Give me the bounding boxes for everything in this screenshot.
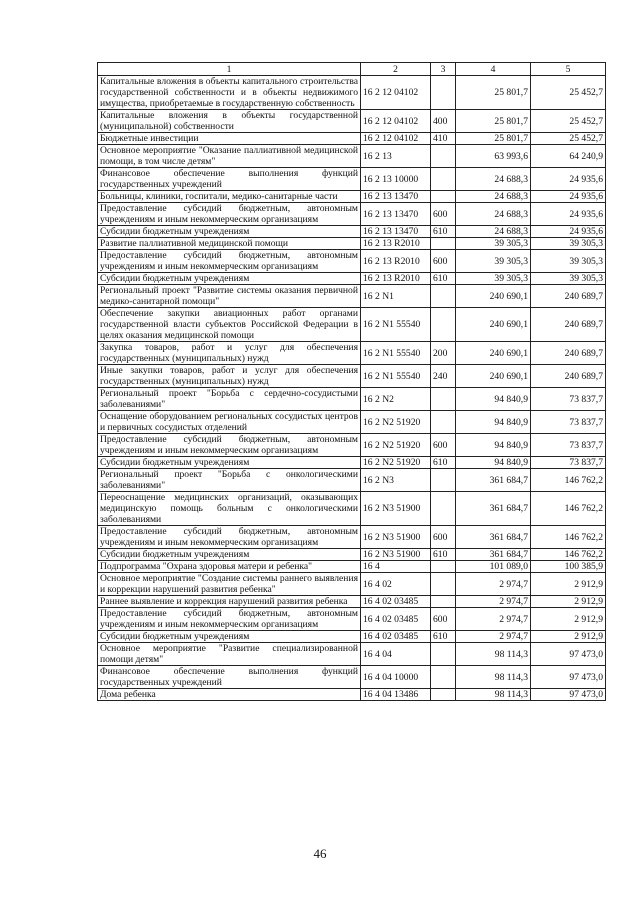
row-expense-type-cell: 240 — [431, 365, 456, 388]
row-name-cell: Основное мероприятие "Развитие специализированной помощи детям" — [98, 643, 361, 666]
table-row — [98, 549, 606, 561]
row-code-cell: 16 4 02 — [361, 573, 431, 596]
row-expense-type-cell — [431, 168, 456, 191]
table-row — [98, 434, 606, 457]
table-row — [98, 643, 606, 666]
row-value-2-cell: 64 240,9 — [531, 145, 606, 168]
row-name-cell: Больницы, клиники, госпитали, медико-санитарные части — [98, 191, 361, 203]
table-row — [98, 365, 606, 388]
row-code-cell: 16 2 13 10000 — [361, 168, 431, 191]
row-value-1-cell: 25 801,7 — [456, 76, 531, 110]
table-row — [98, 342, 606, 365]
row-name-cell: Капитальные вложения в объекты государственной (муниципальной) собственности — [98, 110, 361, 133]
table-row — [98, 250, 606, 273]
row-name-cell: Финансовое обеспечение выполнения функций государственных учреждений — [98, 666, 361, 689]
row-value-1-cell: 24 688,3 — [456, 168, 531, 191]
row-name-cell: Оснащение оборудованием региональных сосудистых центров и первичных сосудистых отделений — [98, 411, 361, 434]
row-expense-type-cell — [431, 238, 456, 250]
row-name-cell: Субсидии бюджетным учреждениям — [98, 273, 361, 285]
row-value-2-cell: 73 837,7 — [531, 457, 606, 469]
row-code-cell: 16 2 N2 51920 — [361, 434, 431, 457]
row-code-cell: 16 2 13 R2010 — [361, 250, 431, 273]
row-value-2-cell: 97 473,0 — [531, 666, 606, 689]
row-value-2-cell: 25 452,7 — [531, 110, 606, 133]
row-name-cell: Региональный проект "Борьба с онкологическими заболеваниями" — [98, 469, 361, 492]
row-value-1-cell: 25 801,7 — [456, 110, 531, 133]
row-code-cell: 16 4 04 — [361, 643, 431, 666]
table-row — [98, 561, 606, 573]
row-value-2-cell: 2 912,9 — [531, 608, 606, 631]
row-value-2-cell: 100 385,9 — [531, 561, 606, 573]
row-value-2-cell: 97 473,0 — [531, 689, 606, 701]
row-value-1-cell: 39 305,3 — [456, 238, 531, 250]
row-name-cell: Субсидии бюджетным учреждениям — [98, 457, 361, 469]
table-row — [98, 191, 606, 203]
row-expense-type-cell: 610 — [431, 549, 456, 561]
row-code-cell: 16 2 13 — [361, 145, 431, 168]
row-code-cell: 16 2 N2 51920 — [361, 457, 431, 469]
row-name-cell: Развитие паллиативной медицинской помощи — [98, 238, 361, 250]
row-value-2-cell: 240 689,7 — [531, 308, 606, 342]
table-row — [98, 596, 606, 608]
row-value-2-cell: 97 473,0 — [531, 643, 606, 666]
row-name-cell: Региональный проект "Развитие системы оказания первичной медико-санитарной помощи" — [98, 285, 361, 308]
row-value-1-cell: 25 801,7 — [456, 133, 531, 145]
column-header: 2 — [361, 63, 431, 76]
row-value-1-cell: 94 840,9 — [456, 388, 531, 411]
row-value-1-cell: 240 690,1 — [456, 365, 531, 388]
row-expense-type-cell: 610 — [431, 226, 456, 238]
row-expense-type-cell: 400 — [431, 110, 456, 133]
row-name-cell: Предоставление субсидий бюджетным, автономным учреждениям и иным некоммерческим организациям — [98, 608, 361, 631]
row-expense-type-cell: 610 — [431, 631, 456, 643]
table-row — [98, 388, 606, 411]
row-expense-type-cell — [431, 76, 456, 110]
table-row — [98, 492, 606, 526]
table-row — [98, 203, 606, 226]
row-code-cell: 16 4 — [361, 561, 431, 573]
row-value-1-cell: 2 974,7 — [456, 608, 531, 631]
row-code-cell: 16 2 12 04102 — [361, 133, 431, 145]
row-code-cell: 16 2 12 04102 — [361, 76, 431, 110]
column-header: 4 — [456, 63, 531, 76]
row-name-cell: Предоставление субсидий бюджетным, автономным учреждениям и иным некоммерческим организациям — [98, 434, 361, 457]
row-value-2-cell: 146 762,2 — [531, 526, 606, 549]
row-code-cell: 16 2 N1 55540 — [361, 308, 431, 342]
row-code-cell: 16 2 N3 — [361, 469, 431, 492]
row-value-1-cell: 361 684,7 — [456, 526, 531, 549]
row-code-cell: 16 2 N2 51920 — [361, 411, 431, 434]
row-expense-type-cell — [431, 561, 456, 573]
row-value-1-cell: 2 974,7 — [456, 573, 531, 596]
row-expense-type-cell — [431, 689, 456, 701]
row-code-cell: 16 4 02 03485 — [361, 596, 431, 608]
row-expense-type-cell: 610 — [431, 457, 456, 469]
row-name-cell: Предоставление субсидий бюджетным, автономным учреждениям и иным некоммерческим организациям — [98, 203, 361, 226]
row-value-1-cell: 98 114,3 — [456, 643, 531, 666]
row-value-1-cell: 63 993,6 — [456, 145, 531, 168]
table-row — [98, 168, 606, 191]
row-value-2-cell: 25 452,7 — [531, 133, 606, 145]
row-value-1-cell: 240 690,1 — [456, 285, 531, 308]
row-name-cell: Бюджетные инвестиции — [98, 133, 361, 145]
row-value-2-cell: 39 305,3 — [531, 238, 606, 250]
table-row — [98, 238, 606, 250]
row-expense-type-cell — [431, 492, 456, 526]
row-name-cell: Региональный проект "Борьба с сердечно-сосудистыми заболеваниями" — [98, 388, 361, 411]
row-expense-type-cell: 200 — [431, 342, 456, 365]
row-value-1-cell: 361 684,7 — [456, 469, 531, 492]
table-row — [98, 608, 606, 631]
row-expense-type-cell: 600 — [431, 250, 456, 273]
table-row — [98, 133, 606, 145]
row-value-2-cell: 39 305,3 — [531, 273, 606, 285]
row-value-2-cell: 240 689,7 — [531, 365, 606, 388]
row-name-cell: Обеспечение закупки авиационных работ органами государственной власти субъектов Российской Федерации в целях оказания медицинской помощи — [98, 308, 361, 342]
row-value-1-cell: 101 089,0 — [456, 561, 531, 573]
row-code-cell: 16 2 13 R2010 — [361, 238, 431, 250]
row-expense-type-cell — [431, 285, 456, 308]
table-row — [98, 308, 606, 342]
row-expense-type-cell: 600 — [431, 526, 456, 549]
table-row — [98, 573, 606, 596]
table-row — [98, 285, 606, 308]
row-value-2-cell: 2 912,9 — [531, 596, 606, 608]
row-value-2-cell: 39 305,3 — [531, 250, 606, 273]
row-value-2-cell: 146 762,2 — [531, 469, 606, 492]
row-value-1-cell: 240 690,1 — [456, 342, 531, 365]
row-name-cell: Иные закупки товаров, работ и услуг для обеспечения государственных (муниципальных) нужд — [98, 365, 361, 388]
row-code-cell: 16 2 12 04102 — [361, 110, 431, 133]
row-expense-type-cell — [431, 643, 456, 666]
row-code-cell: 16 4 04 10000 — [361, 666, 431, 689]
row-value-2-cell: 25 452,7 — [531, 76, 606, 110]
row-name-cell: Финансовое обеспечение выполнения функций государственных учреждений — [98, 168, 361, 191]
row-value-1-cell: 2 974,7 — [456, 596, 531, 608]
row-name-cell: Раннее выявление и коррекция нарушений развития ребенка — [98, 596, 361, 608]
row-name-cell: Субсидии бюджетным учреждениям — [98, 226, 361, 238]
row-value-1-cell: 39 305,3 — [456, 273, 531, 285]
row-value-2-cell: 2 912,9 — [531, 631, 606, 643]
row-expense-type-cell — [431, 388, 456, 411]
table-row — [98, 145, 606, 168]
table-row — [98, 226, 606, 238]
row-expense-type-cell: 610 — [431, 273, 456, 285]
row-name-cell: Субсидии бюджетным учреждениям — [98, 549, 361, 561]
row-code-cell: 16 2 13 13470 — [361, 203, 431, 226]
row-code-cell: 16 2 N2 — [361, 388, 431, 411]
row-code-cell: 16 2 N3 51900 — [361, 526, 431, 549]
table-row — [98, 411, 606, 434]
row-value-1-cell: 94 840,9 — [456, 457, 531, 469]
row-expense-type-cell: 410 — [431, 133, 456, 145]
table-header-row — [98, 63, 606, 76]
row-name-cell: Основное мероприятие "Создание системы раннего выявления и коррекции нарушений развития ребенка" — [98, 573, 361, 596]
row-value-2-cell: 24 935,6 — [531, 191, 606, 203]
budget-table — [97, 62, 606, 701]
row-name-cell: Дома ребенка — [98, 689, 361, 701]
table-row — [98, 689, 606, 701]
row-name-cell: Подпрограмма "Охрана здоровья матери и ребенка" — [98, 561, 361, 573]
table-row — [98, 631, 606, 643]
row-code-cell: 16 4 04 13486 — [361, 689, 431, 701]
column-header: 5 — [531, 63, 606, 76]
row-name-cell: Капитальные вложения в объекты капитального строительства государственной собственности и в объекты недвижимого имущества, приобретаемые в государственную собственность — [98, 76, 361, 110]
row-value-1-cell: 240 690,1 — [456, 308, 531, 342]
row-value-1-cell: 361 684,7 — [456, 549, 531, 561]
row-value-1-cell: 98 114,3 — [456, 689, 531, 701]
row-value-1-cell: 24 688,3 — [456, 191, 531, 203]
row-code-cell: 16 2 N3 51900 — [361, 549, 431, 561]
row-code-cell: 16 2 13 R2010 — [361, 273, 431, 285]
row-expense-type-cell — [431, 191, 456, 203]
row-value-2-cell: 73 837,7 — [531, 388, 606, 411]
row-name-cell: Переоснащение медицинских организаций, оказывающих медицинскую помощь больным с онкологическими заболеваниями — [98, 492, 361, 526]
row-value-1-cell: 98 114,3 — [456, 666, 531, 689]
table-body — [98, 76, 606, 701]
row-expense-type-cell — [431, 573, 456, 596]
row-value-1-cell: 24 688,3 — [456, 203, 531, 226]
row-expense-type-cell: 600 — [431, 434, 456, 457]
row-value-1-cell: 94 840,9 — [456, 411, 531, 434]
row-expense-type-cell — [431, 308, 456, 342]
row-expense-type-cell: 600 — [431, 203, 456, 226]
row-value-1-cell: 24 688,3 — [456, 226, 531, 238]
row-code-cell: 16 2 13 13470 — [361, 226, 431, 238]
row-name-cell: Основное мероприятие "Оказание паллиативной медицинской помощи, в том числе детям" — [98, 145, 361, 168]
row-name-cell: Закупка товаров, работ и услуг для обеспечения государственных (муниципальных) нужд — [98, 342, 361, 365]
table-row — [98, 469, 606, 492]
row-value-2-cell: 146 762,2 — [531, 492, 606, 526]
row-expense-type-cell — [431, 469, 456, 492]
row-code-cell: 16 2 N1 55540 — [361, 342, 431, 365]
row-value-2-cell: 240 689,7 — [531, 342, 606, 365]
row-value-2-cell: 24 935,6 — [531, 203, 606, 226]
row-value-2-cell: 24 935,6 — [531, 226, 606, 238]
row-expense-type-cell: 600 — [431, 608, 456, 631]
row-expense-type-cell — [431, 145, 456, 168]
table-row — [98, 457, 606, 469]
table-row — [98, 110, 606, 133]
row-code-cell: 16 2 13 13470 — [361, 191, 431, 203]
row-value-2-cell: 24 935,6 — [531, 168, 606, 191]
row-value-2-cell: 2 912,9 — [531, 573, 606, 596]
column-header: 1 — [98, 63, 361, 76]
page-number: 46 — [313, 846, 327, 861]
table-row — [98, 273, 606, 285]
row-value-2-cell: 73 837,7 — [531, 434, 606, 457]
row-name-cell: Предоставление субсидий бюджетным, автономным учреждениям и иным некоммерческим организациям — [98, 526, 361, 549]
table-row — [98, 76, 606, 110]
row-code-cell: 16 4 02 03485 — [361, 608, 431, 631]
table-row — [98, 526, 606, 549]
row-value-1-cell: 2 974,7 — [456, 631, 531, 643]
row-name-cell: Предоставление субсидий бюджетным, автономным учреждениям и иным некоммерческим организациям — [98, 250, 361, 273]
row-code-cell: 16 2 N3 51900 — [361, 492, 431, 526]
row-code-cell: 16 2 N1 55540 — [361, 365, 431, 388]
row-value-2-cell: 146 762,2 — [531, 549, 606, 561]
row-value-2-cell: 73 837,7 — [531, 411, 606, 434]
row-expense-type-cell — [431, 666, 456, 689]
row-value-1-cell: 361 684,7 — [456, 492, 531, 526]
table-row — [98, 666, 606, 689]
row-value-1-cell: 94 840,9 — [456, 434, 531, 457]
row-value-2-cell: 240 689,7 — [531, 285, 606, 308]
row-value-1-cell: 39 305,3 — [456, 250, 531, 273]
column-header: 3 — [431, 63, 456, 76]
row-expense-type-cell — [431, 411, 456, 434]
row-code-cell: 16 2 N1 — [361, 285, 431, 308]
row-expense-type-cell — [431, 596, 456, 608]
row-name-cell: Субсидии бюджетным учреждениям — [98, 631, 361, 643]
row-code-cell: 16 4 02 03485 — [361, 631, 431, 643]
